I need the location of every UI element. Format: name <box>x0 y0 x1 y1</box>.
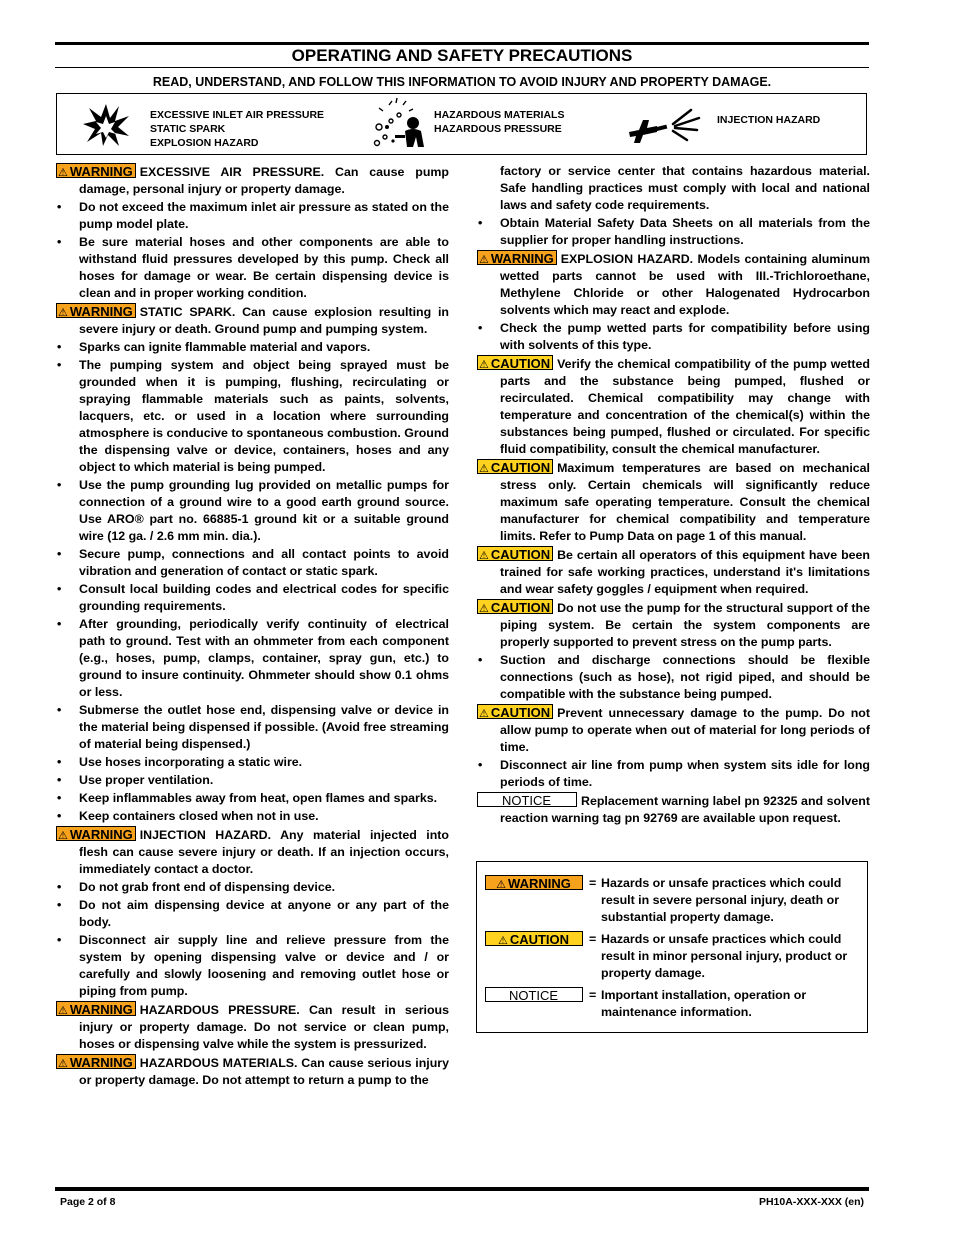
warning-label: ⚠ WARNING <box>56 1001 136 1016</box>
warning-triangle-icon: ⚠ <box>58 307 68 319</box>
warning-triangle-icon: ⚠ <box>58 1058 68 1070</box>
right-column <box>477 163 870 828</box>
hazard-text-3: INJECTION HAZARD <box>717 114 821 126</box>
warning-triangle-icon: ⚠ <box>58 1005 68 1017</box>
hazard-text-2: HAZARDOUS MATERIALS HAZARDOUS PRESSURE <box>434 109 565 135</box>
bullet-item: • Disconnect air line from pump when system sits idle for long periods of time. <box>477 757 870 791</box>
caution-label: ⚠ CAUTION <box>477 546 553 561</box>
bullet-item: • Do not aim dispensing device at anyone or any part of the body. <box>56 897 449 931</box>
caution-label: ⚠ CAUTION <box>477 355 553 370</box>
page-number: Page 2 of 8 <box>60 1196 116 1208</box>
legend-text: Hazards or unsafe practices which could result in severe personal injury, death or substantial property damage. <box>601 876 842 924</box>
labeled-paragraph <box>477 704 870 756</box>
bullet-item: • Suction and discharge connections should be flexible connections (such as hose), not rigid piped, and should be compatible with the substance being pumped. <box>477 652 870 703</box>
bullet-item: • Secure pump, connections and all contact points to avoid vibration and generation of contact or static spark. <box>56 546 449 580</box>
warning-label: ⚠ WARNING <box>56 303 136 318</box>
warning-label: ⚠ WARNING <box>485 875 583 890</box>
paragraph-text: Maximum temperatures are based on mechanical stress only. Certain chemicals will significantly reduce maximum safe operating temperature. Consult the chemical manufacturer for chemical compatibility and temperature limits. Refer to Pump Data on page 1 of this manual. <box>500 461 870 543</box>
caution-label: ⚠ CAUTION <box>477 704 553 719</box>
bullet-item: • The pumping system and object being sprayed must be grounded when it is pumping, flushing, recirculating or spraying flammable materials such as paints, solvents, lacquers, etc. or used in a location where surrounding atmosphere is conducive to spontaneous combustion. Ground the dispensing valve or device, containers, hoses and any object to which material is being pumped. <box>56 357 449 476</box>
bullet-item: • Disconnect air supply line and relieve pressure from the system by opening dispensing valve or device and / or carefully and slowly loosening and removing outlet hose or piping from pump. <box>56 932 449 1000</box>
paragraph-text: Be certain all operators of this equipment have been trained for safe working practices, understand it's limitations and wear safety goggles / equipment when required. <box>500 548 870 596</box>
warning-label: ⚠ WARNING <box>56 826 136 841</box>
labeled-paragraph <box>477 355 870 458</box>
bullet-item: • Consult local building codes and electrical codes for specific grounding requirements. <box>56 581 449 615</box>
explosion-icon <box>81 102 131 148</box>
injection-hazard-icon <box>627 104 705 144</box>
paragraph: factory or service center that contains hazardous material. Safe handling practices must comply with local and national laws and safety code requirements. <box>500 164 870 212</box>
bullet-item: • Use the pump grounding lug provided on metallic pumps for connection of a ground wire to a good earth ground source. Use ARO® part no. 66885-1 ground kit or a suitable ground wire (12 ga. / 2.6 mm min. dia.). <box>56 477 449 545</box>
labeled-paragraph <box>477 599 870 651</box>
legend-row-warning: ⚠ WARNING = Hazards or unsafe practices which could result in severe personal injury, death or substantial property damage. <box>485 875 583 893</box>
warning-triangle-icon: ⚠ <box>58 167 68 179</box>
bullet-item: • Sparks can ignite flammable material and vapors. <box>56 339 449 356</box>
hazard-text-1: EXCESSIVE INLET AIR PRESSURE STATIC SPARK EXPLOSION HAZARD <box>150 109 325 149</box>
paragraph-text: Prevent unnecessary damage to the pump. Do not allow pump to operate when out of material for long periods of time. <box>500 706 870 754</box>
left-column <box>56 163 449 1090</box>
notice-label: NOTICE <box>477 792 577 807</box>
warning-triangle-icon: ⚠ <box>58 830 68 842</box>
labeled-paragraph <box>56 1054 449 1089</box>
caution-label: ⚠ CAUTION <box>485 931 583 946</box>
notice-label: NOTICE <box>485 987 583 1002</box>
bullet-item: • Keep inflammables away from heat, open flames and sparks. <box>56 790 449 807</box>
legend-row-notice: NOTICE = Important installation, operation or maintenance information. <box>485 987 583 1005</box>
page-subtitle: READ, UNDERSTAND, AND FOLLOW THIS INFORMATION TO AVOID INJURY AND PROPERTY DAMAGE. <box>152 75 772 89</box>
warning-triangle-icon: ⚠ <box>496 879 507 891</box>
page-title: OPERATING AND SAFETY PRECAUTIONS <box>55 45 869 68</box>
warning-label: ⚠ WARNING <box>477 250 557 265</box>
warning-label: ⚠ WARNING <box>56 1054 136 1069</box>
bullet-item: • Use proper ventilation. <box>56 772 449 789</box>
hazardous-materials-icon <box>369 97 427 153</box>
warning-triangle-icon: ⚠ <box>497 935 508 947</box>
warning-triangle-icon: ⚠ <box>479 254 489 266</box>
label-legend-box <box>476 861 868 1033</box>
paragraph-text: Do not use the pump for the structural support of the piping system. Be certain the system components are properly supported to prevent stress on the pump parts. <box>500 601 870 649</box>
caution-label: ⚠ CAUTION <box>477 599 553 614</box>
legend-text: Important installation, operation or maintenance information. <box>601 988 807 1019</box>
labeled-paragraph <box>477 250 870 319</box>
legend-text: Hazards or unsafe practices which could result in minor personal injury, product or property damage. <box>601 932 848 980</box>
paragraph-text: HAZARDOUS PRESSURE. Can result in serious injury or property damage. Do not service or clean pump, hoses or dispensing valve while the system is pressurized. <box>79 1003 449 1051</box>
labeled-paragraph <box>56 163 449 198</box>
labeled-paragraph <box>477 546 870 598</box>
document-id: PH10A-XXX-XXX (en) <box>758 1196 864 1208</box>
legend-row-caution: ⚠ CAUTION = Hazards or unsafe practices which could result in minor personal injury, product or property damage. <box>485 931 583 949</box>
paragraph-text: INJECTION HAZARD. Any material injected into flesh can cause severe injury or death. If an injection occurs, immediately contact a doctor. <box>79 828 449 876</box>
bullet-item: • Do not exceed the maximum inlet air pressure as stated on the pump model plate. <box>56 199 449 233</box>
paragraph-text: Replacement warning label pn 92325 and solvent reaction warning tag pn 92769 are available upon request. <box>500 794 870 825</box>
bullet-item: • Obtain Material Safety Data Sheets on all materials from the supplier for proper handling instructions. <box>477 215 870 249</box>
paragraph-text: Verify the chemical compatibility of the pump wetted parts and the substance being pumped, flushed or recirculated. Chemical compatibility may change with temperature and concentration of the chemical(s) within the substances being pumped, flushed or circulated. For specific fluid compatibility, consult the chemical manufacturer. <box>500 357 870 456</box>
caution-label: ⚠ CAUTION <box>477 459 553 474</box>
warning-triangle-icon: ⚠ <box>479 550 489 562</box>
warning-triangle-icon: ⚠ <box>479 708 489 720</box>
bullet-item: • Do not grab front end of dispensing device. <box>56 879 449 896</box>
bullet-item: • Submerse the outlet hose end, dispensing valve or device in the material being dispensed if possible. (Avoid free streaming of material being dispensed.) <box>56 702 449 753</box>
warning-triangle-icon: ⚠ <box>479 359 489 371</box>
hazard-symbols-box <box>56 93 867 155</box>
labeled-paragraph <box>477 459 870 545</box>
labeled-paragraph <box>56 303 449 338</box>
bullet-item: • After grounding, periodically verify continuity of electrical path to ground. Test with an ohmmeter from each component (e.g., hoses, pump, clamps, container, spray gun, etc.) to ground to insure continuity. Ohmmeter should show 0.1 ohms or less. <box>56 616 449 701</box>
labeled-paragraph <box>477 792 870 827</box>
labeled-paragraph <box>56 1001 449 1053</box>
paragraph-text: HAZARDOUS MATERIALS. Can cause serious injury or property damage. Do not attempt to return a pump to the <box>79 1056 449 1087</box>
warning-triangle-icon: ⚠ <box>479 603 489 615</box>
bullet-item: • Keep containers closed when not in use. <box>56 808 449 825</box>
bottom-rule <box>55 1187 869 1191</box>
labeled-paragraph <box>56 826 449 878</box>
bullet-item: • Use hoses incorporating a static wire. <box>56 754 449 771</box>
warning-label: ⚠ WARNING <box>56 163 136 178</box>
paragraph-text: EXPLOSION HAZARD. Models containing aluminum wetted parts cannot be used with III.-Trichloroethane, Methylene Chloride or other Halogenated Hydrocarbon solvents which may react and explode. <box>500 252 870 317</box>
warning-triangle-icon: ⚠ <box>479 463 489 475</box>
bullet-item: • Check the pump wetted parts for compatibility before using with solvents of this type. <box>477 320 870 354</box>
bullet-item: • Be sure material hoses and other components are able to withstand fluid pressures developed by this pump. Check all hoses for damage or wear. Be certain dispensing device is clean and in proper working condition. <box>56 234 449 302</box>
paragraph-text: EXCESSIVE AIR PRESSURE. Can cause pump damage, personal injury or property damage. <box>79 165 449 196</box>
paragraph-text: STATIC SPARK. Can cause explosion resulting in severe injury or death. Ground pump and pumping system. <box>79 305 449 336</box>
